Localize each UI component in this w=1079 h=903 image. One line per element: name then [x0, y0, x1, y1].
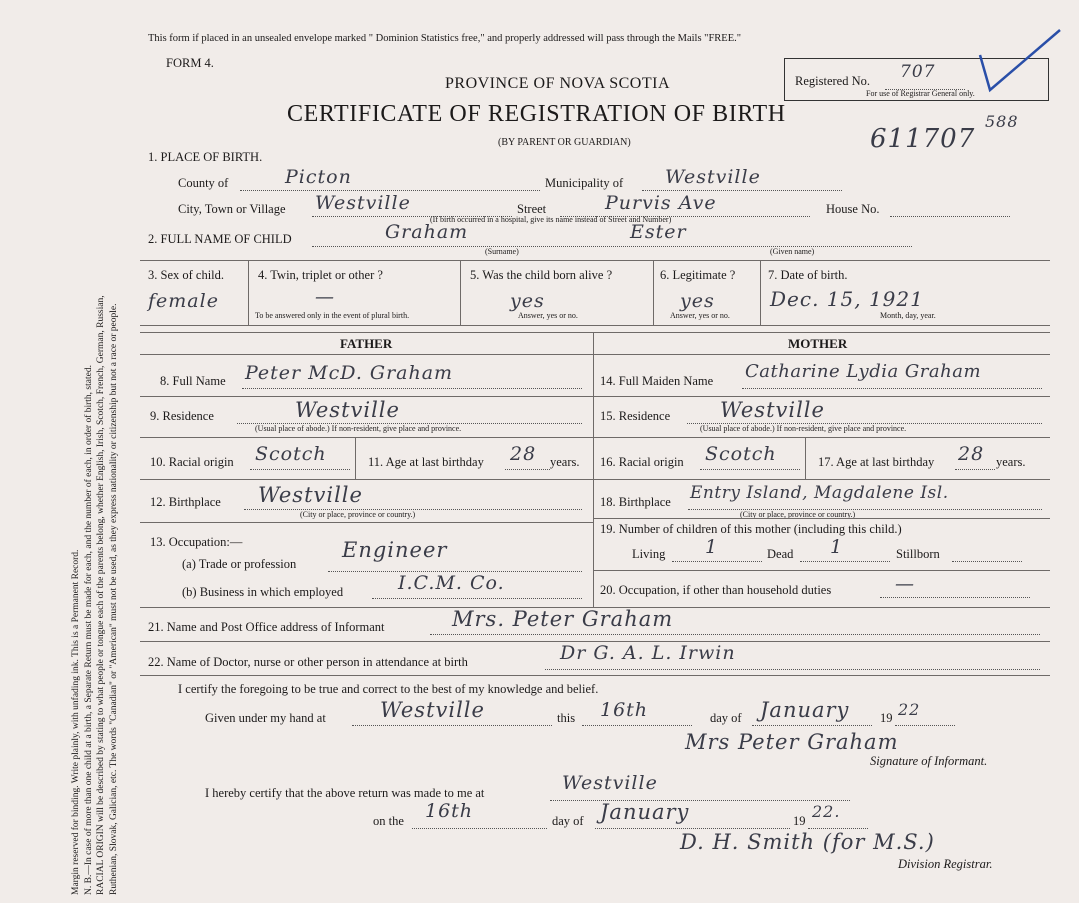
father-heading: FATHER	[340, 336, 393, 351]
father-age: 28	[510, 443, 537, 465]
registrar-signature: D. H. Smith (for M.S.)	[680, 830, 935, 854]
municipality-value: Westville	[665, 166, 761, 188]
child-surname: Graham	[385, 221, 469, 243]
place-section-label: 1. PLACE OF BIRTH.	[148, 150, 263, 164]
alive-value: yes	[510, 290, 545, 312]
mother-race: Scotch	[705, 443, 777, 465]
trade-label: (a) Trade or profession	[182, 557, 297, 571]
registrar-year: 22.	[812, 802, 841, 821]
father-business: I.C.M. Co.	[398, 572, 505, 594]
father-birthplace: Westville	[258, 483, 363, 507]
certify-year-prefix: 19	[880, 711, 893, 725]
subtitle: (BY PARENT OR GUARDIAN)	[498, 137, 631, 148]
mother-occupation: —	[895, 573, 915, 595]
children-count-label: 19. Number of children of this mother (including this child.)	[600, 522, 902, 536]
twin-note: To be answered only in the event of plural birth.	[255, 311, 410, 320]
child-name-label: 2. FULL NAME OF CHILD	[148, 232, 292, 246]
informant-signature: Mrs Peter Graham	[685, 730, 899, 754]
sex-value: female	[148, 290, 219, 312]
municipality-label: Municipality of	[545, 176, 624, 190]
mother-occupation-label: 20. Occupation, if other than household duties	[600, 583, 832, 597]
province-heading: PROVINCE OF NOVA SCOTIA	[445, 75, 671, 92]
this-label: this	[557, 711, 576, 725]
street-value: Purvis Ave	[605, 192, 717, 214]
registrar-note: For use of Registrar General only.	[866, 89, 975, 98]
dob-label: 7. Date of birth.	[768, 268, 848, 282]
informant-value: Mrs. Peter Graham	[452, 607, 674, 631]
certify-statement: I certify the foregoing to be true and correct to the best of my knowledge and belief.	[178, 682, 599, 696]
certify-month: January	[760, 698, 850, 722]
dob-note: Month, day, year.	[880, 311, 936, 320]
father-occupation-label: 13. Occupation:—	[150, 535, 243, 549]
mother-age: 28	[958, 443, 985, 465]
father-years: years.	[550, 455, 580, 469]
city-value: Westville	[315, 192, 411, 214]
stamp-number: 611707	[870, 124, 976, 154]
mother-age-label: 17. Age at last birthday	[818, 455, 935, 469]
registrar-month: January	[600, 800, 690, 824]
registered-label: Registered No.	[795, 74, 870, 88]
father-race: Scotch	[255, 443, 327, 465]
check-mark-icon	[975, 20, 1065, 100]
father-residence-label: 9. Residence	[150, 409, 214, 423]
registrar-year-prefix: 19	[793, 814, 806, 828]
mother-race-label: 16. Racial origin	[600, 455, 684, 469]
margin-line-3: RACIAL ORIGIN will be described by stating to what people or tongue each of the parents belong, whether English, Irish, Scotch, French, German, Russian,	[96, 295, 106, 895]
city-label: City, Town or Village	[178, 202, 286, 216]
mother-residence-note: (Usual place of abode.) If non-resident, give place and province.	[700, 424, 907, 433]
mother-birthplace-label: 18. Birthplace	[600, 495, 671, 509]
on-the-label: on the	[373, 814, 404, 828]
mother-name: Catharine Lydia Graham	[745, 361, 982, 382]
registrar-day: 16th	[425, 800, 474, 822]
dob-value: Dec. 15, 1921	[770, 287, 924, 311]
envelope-note: This form if placed in an unsealed envelope marked " Dominion Statistics free," and properly addressed will pass through the Mails "FREE."	[148, 33, 742, 44]
business-label: (b) Business in which employed	[182, 585, 344, 599]
form-number: FORM 4.	[166, 56, 214, 70]
mother-heading: MOTHER	[788, 336, 848, 351]
father-residence: Westville	[295, 398, 400, 422]
certify-year: 22	[898, 700, 921, 719]
legitimate-value: yes	[680, 290, 715, 312]
house-label: House No.	[826, 202, 880, 216]
legitimate-note: Answer, yes or no.	[670, 311, 730, 320]
alive-label: 5. Was the child born alive ?	[470, 268, 613, 282]
father-name: Peter McD. Graham	[245, 362, 454, 384]
doctor-label: 22. Name of Doctor, nurse or other person in attendance at birth	[148, 655, 468, 669]
registrar-statement: I hereby certify that the above return was made to me at	[205, 786, 485, 800]
registrar-day-of-label: day of	[552, 814, 584, 828]
father-race-label: 10. Racial origin	[150, 455, 234, 469]
father-residence-note: (Usual place of abode.) If non-resident, give place and province.	[255, 424, 462, 433]
registered-value: 707	[900, 62, 936, 82]
informant-signature-label: Signature of Informant.	[870, 754, 988, 768]
page-title: CERTIFICATE OF REGISTRATION OF BIRTH	[287, 101, 786, 127]
registrar-place: Westville	[562, 772, 658, 794]
certify-day-of-label: day of	[710, 711, 742, 725]
dead-value: 1	[830, 536, 844, 558]
father-age-label: 11. Age at last birthday	[368, 455, 484, 469]
surname-note: (Surname)	[485, 247, 519, 256]
mother-residence: Westville	[720, 398, 825, 422]
child-given-name: Ester	[630, 221, 687, 243]
twin-label: 4. Twin, triplet or other ?	[258, 268, 383, 282]
father-name-label: 8. Full Name	[160, 374, 226, 388]
father-trade: Engineer	[342, 538, 448, 562]
informant-label: 21. Name and Post Office address of Informant	[148, 620, 385, 634]
margin-line-4: Ruthenian, Slovak, Galician, etc. The words "Canadian" or "American" must not be used, as they express nationality or citizenship but not a race or people.	[108, 303, 119, 895]
mother-birthplace: Entry Island, Magdalene Isl.	[690, 483, 949, 503]
legitimate-label: 6. Legitimate ?	[660, 268, 736, 282]
certify-day: 16th	[600, 699, 649, 721]
registrar-signature-label: Division Registrar.	[898, 857, 993, 871]
father-birthplace-note: (City or place, province or country.)	[300, 510, 416, 519]
alive-note: Answer, yes or no.	[518, 311, 578, 320]
doctor-value: Dr G. A. L. Irwin	[560, 642, 736, 664]
dead-label: Dead	[767, 547, 794, 561]
living-label: Living	[632, 547, 666, 561]
corner-note: 588	[985, 112, 1019, 131]
street-label: Street	[517, 202, 547, 216]
sex-label: 3. Sex of child.	[148, 268, 225, 282]
margin-line-2: N. B.—In case of more than one child at a birth, a Separate Return must be made for each, and the number of each, in order of birth, stated.	[83, 365, 94, 895]
margin-notes	[70, 0, 120, 895]
stillborn-label: Stillborn	[896, 547, 940, 561]
mother-years: years.	[996, 455, 1026, 469]
certify-place: Westville	[380, 698, 485, 722]
county-label: County of	[178, 176, 229, 190]
margin-line-1: Margin reserved for binding. Write plainly, with unfading ink. This is a Permanent Record.	[71, 549, 81, 895]
given-name-note: (Given name)	[770, 247, 815, 256]
mother-birthplace-note: (City or place, province or country.)	[740, 510, 856, 519]
mother-residence-label: 15. Residence	[600, 409, 671, 423]
county-value: Picton	[285, 166, 352, 188]
mother-name-label: 14. Full Maiden Name	[600, 374, 714, 388]
father-birthplace-label: 12. Birthplace	[150, 495, 221, 509]
given-under-label: Given under my hand at	[205, 711, 326, 725]
living-value: 1	[705, 536, 719, 558]
twin-value: —	[315, 286, 335, 308]
hospital-note: (If birth occurred in a hospital, give its name instead of Street and Number)	[430, 215, 672, 224]
